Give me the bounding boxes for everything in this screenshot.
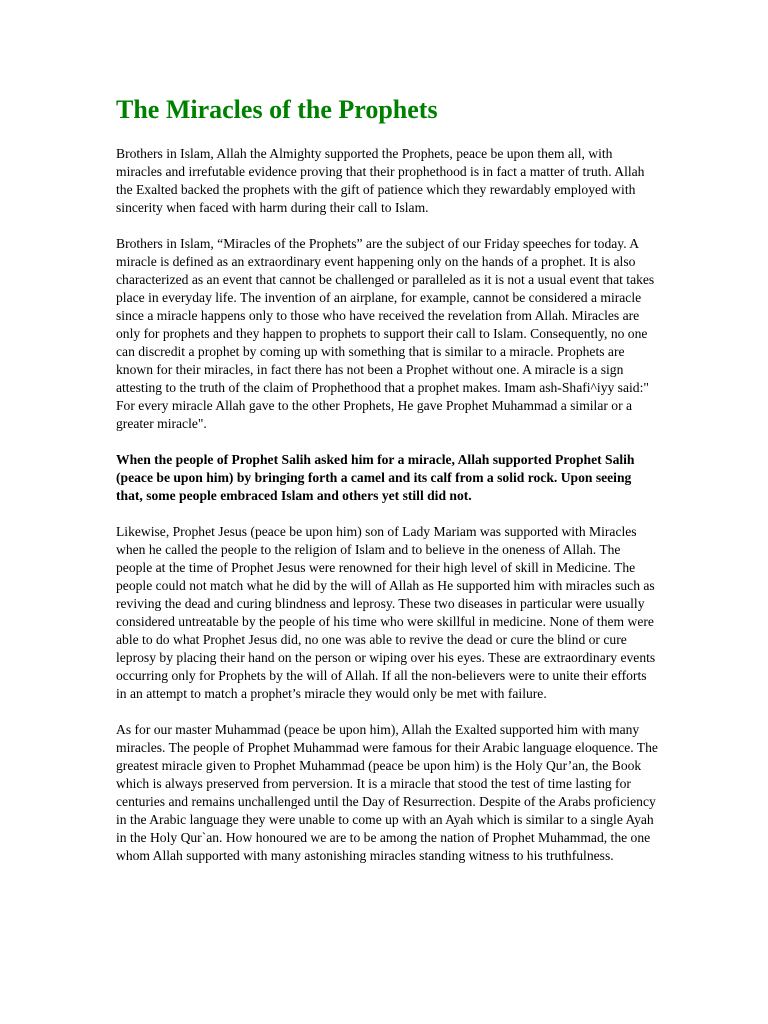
page-title: The Miracles of the Prophets [116,95,438,124]
paragraph-prophet-salih: When the people of Prophet Salih asked him for a miracle, Allah supported Prophet Salih (peace be upon him) by bringing forth a camel and its calf from a solid rock. Upon seeing that, some people embraced Islam and others yet still did not. [116,452,635,503]
paragraph-prophet-jesus: Likewise, Prophet Jesus (peace be upon him) son of Lady Mariam was supported with Miracles when he called the people to the religion of Islam and to believe in the oneness of Allah. The people at the time of Prophet Jesus were renowned for their high level of skill in Medicine. The people could not match what he did by the will of Allah as He supported him with miracles such as reviving the dead and curing blindness and leprosy. These two diseases in particular were usually considered untreatable by the people of his time who were skillful in medicine. None of them were able to do what Prophet Jesus did, no one was able to revive the dead or cure the blind or cure leprosy by placing their hand on the person or wiping over his eyes. These are extraordinary events occurring only for Prophets by the will of Allah. If all the non-believers were to unite their efforts in an attempt to match a prophet’s miracle they would only be met with failure. [116,524,656,701]
paragraph-miracle-definition: Brothers in Islam, “Miracles of the Prophets” are the subject of our Friday speeches for today. A miracle is defined as an extraordinary event happening only on the hands of a prophet. It is also characterized as an event that cannot be challenged or paralleled as it is not a usual event that takes place in everyday life. The invention of an airplane, for example, cannot be considered a miracle since a miracle happens only to those who have received the revelation from Allah. Miracles are only for prophets and they happen to prophets to support their call to Islam. Consequently, no one can discredit a prophet by coming up with something that is similar to a miracle. Prophets are known for their miracles, in fact there has not been a Prophet without one. A miracle is a sign attesting to the truth of the claim of Prophethood that a prophet makes. Imam ash-Shafi^iyy said:" For every miracle Allah gave to the other Prophets, He gave Prophet Muhammad a similar or a greater miracle". [116,236,655,431]
document-body [116,145,658,883]
paragraph-intro: Brothers in Islam, Allah the Almighty supported the Prophets, peace be upon them all, with miracles and irrefutable evidence proving that their prophethood is in fact a matter of truth. Allah the Exalted backed the prophets with the gift of patience which they rewardably employed with sincerity when faced with harm during their call to Islam. [116,146,645,215]
paragraph-prophet-muhammad: As for our master Muhammad (peace be upon him), Allah the Exalted supported him with many miracles. The people of Prophet Muhammad were famous for their Arabic language eloquence. The greatest miracle given to Prophet Muhammad (peace be upon him) is the Holy Qur’an, the Book which is always preserved from perversion. It is a miracle that stood the test of time lasting for centuries and remains unchallenged until the Day of Resurrection. Despite of the Arabs proficiency in the Arabic language they were unable to come up with an Ayah which is similar to a single Ayah in the Holy Qur`an. How honoured we are to be among the nation of Prophet Muhammad, the one whom Allah supported with many astonishing miracles standing witness to his truthfulness. [116,722,658,863]
